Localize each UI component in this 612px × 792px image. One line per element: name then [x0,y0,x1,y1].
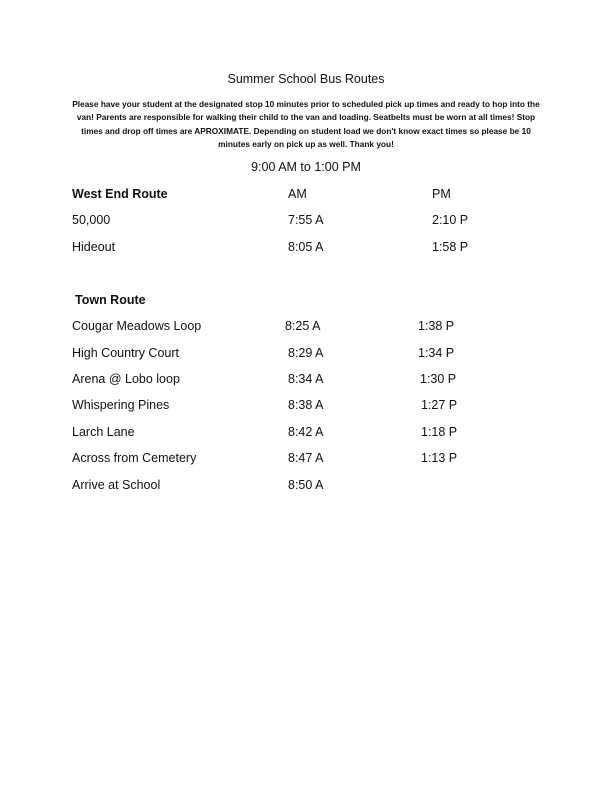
am-time: 8:47 A [288,451,324,465]
table-row [0,346,612,364]
service-hours: 9:00 AM to 1:00 PM [251,160,361,174]
table-row [0,425,612,443]
intro-paragraph [66,98,546,152]
intro-text-run: prior to scheduled pick up times and ready to hop into the van! Parents are responsible for walking their child to the van and loading. Seatbelts must be worn at all times! Stop times and drop off times are [76,99,540,136]
pm-time: 1:34 P [418,346,455,360]
stop-name: 50,000 [72,213,111,227]
table-row [0,319,612,337]
am-time: 8:05 A [288,240,324,254]
pm-time: 2:10 P [432,213,469,227]
intro-text-run: 10 minutes [264,99,309,109]
document-title: Summer School Bus Routes [227,72,385,86]
town-header-row [0,293,612,311]
pm-time: 1:27 P [421,398,458,412]
intro-text-run: APROXIMATE. [194,125,252,136]
stop-name: Cougar Meadows Loop [72,319,202,333]
stop-name: Arena @ Lobo loop [72,372,180,386]
am-time: 8:50 A [288,478,324,492]
intro-text-run: Depending on student load we don't know exact times so please be [251,125,522,136]
stop-name: Whispering Pines [72,398,170,412]
pm-time: 1:13 P [421,451,458,465]
intro-text-run: Please have your student at the designated stop [72,99,265,109]
am-column-header: AM [288,187,307,201]
pm-time: 1:18 P [421,425,458,439]
am-time: 7:55 A [288,213,324,227]
table-row [0,451,612,469]
pm-time: 1:30 P [420,372,457,386]
am-time: 8:34 A [288,372,324,386]
town-route-heading: Town Route [75,293,146,307]
stop-name: Hideout [72,240,116,254]
west-end-route-heading: West End Route [72,187,168,201]
am-time: 8:42 A [288,425,324,439]
pm-column-header: PM [432,187,451,201]
stop-name: High Country Court [72,346,179,360]
table-row [0,398,612,416]
stop-name: Larch Lane [72,425,135,439]
am-time: 8:38 A [288,398,324,412]
intro-text-run: 10 minutes early on pick up as well [218,125,531,150]
stop-name: Across from Cemetery [72,451,197,465]
pm-time: 1:38 P [418,319,455,333]
table-row [0,240,612,258]
table-row [0,213,612,231]
intro-text-run: . Thank you! [344,139,394,150]
am-time: 8:25 A [285,319,321,333]
table-row [0,372,612,390]
pm-time: 1:58 P [432,240,469,254]
stop-name: Arrive at School [72,478,161,492]
am-time: 8:29 A [288,346,324,360]
west-end-header-row [0,187,612,205]
table-row [0,478,612,496]
